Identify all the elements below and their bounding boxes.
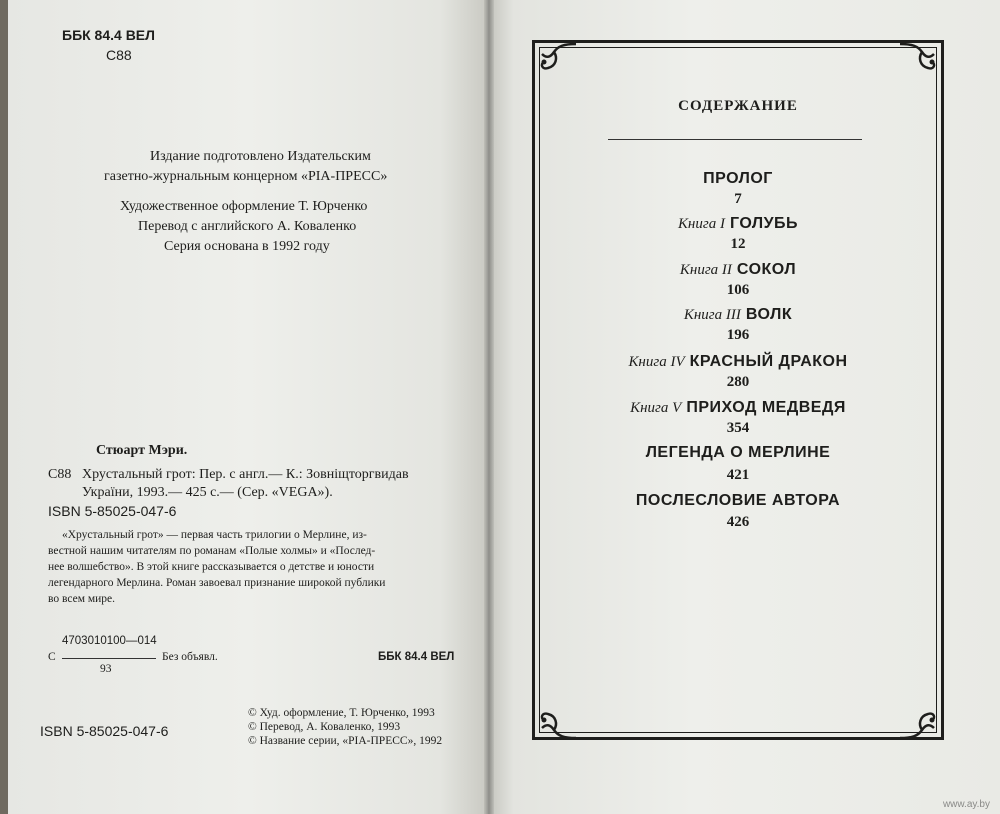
toc-entry-page: 426 [726, 514, 750, 530]
toc-entry-title: Книга IV КРАСНЫЙ ДРАКОН [628, 353, 848, 370]
series-founded: Серия основана в 1992 году [164, 239, 330, 254]
toc-title: СОДЕРЖАНИЕ [678, 98, 798, 114]
toc-entry-title: ЛЕГЕНДА О МЕРЛИНЕ [645, 444, 831, 461]
ornament-corner-icon [896, 700, 940, 744]
toc-entry-page: 354 [726, 420, 750, 436]
watermark: www.ay.by [942, 799, 990, 810]
toc-entry-page: 12 [730, 236, 746, 252]
toc-entry-title: Книга III ВОЛК [683, 306, 793, 323]
edition-line-2: газетно-журнальным концерном «РІА-ПРЕСС» [104, 169, 388, 184]
edition-line-1: Издание подготовлено Издательским [150, 149, 371, 164]
toc-entry-title: Книга II СОКОЛ [679, 261, 797, 278]
toc-divider [608, 139, 862, 140]
bbk-code-bottom: ББК 84.4 ВЕЛ [378, 651, 455, 663]
toc-entry-title: Книга I ГОЛУБЬ [677, 215, 799, 232]
toc-entry-page: 421 [726, 467, 750, 483]
index-number: 4703010100—014 [62, 635, 157, 647]
abstract-line-5: во всем мире. [48, 593, 116, 605]
toc-entry-page: 196 [726, 327, 750, 343]
book-gutter [484, 0, 494, 814]
toc-entry-page: 106 [726, 282, 750, 298]
author-name: Стюарт Мэри. [96, 443, 188, 458]
copyright-line-1: © Худ. оформление, Т. Юрченко, 1993 [248, 707, 435, 719]
abstract-line-3: нее волшебство». В этой книге рассказывается о детстве и юности [48, 561, 375, 573]
left-page [8, 0, 488, 814]
ornament-corner-icon [536, 700, 580, 744]
index-fraction-line [62, 658, 156, 659]
isbn-bottom: ISBN 5-85025-047-6 [40, 723, 169, 739]
biblio-line-1: Хрустальный грот: Пер. с англ.— К.: Зовніщторгвидав [82, 467, 409, 482]
toc-entry-page: 280 [726, 374, 750, 390]
copyright-line-3: © Название серии, «РІА-ПРЕСС», 1992 [248, 735, 443, 747]
biblio-line-2: України, 1993.— 425 с.— (Сер. «VEGA»). [82, 485, 333, 500]
toc-entry-title: ПРОЛОГ [703, 170, 773, 187]
abstract-line-4: легендарного Мерлина. Роман завоевал признание широкой публики [48, 577, 386, 589]
toc-entry-page: 7 [734, 191, 742, 207]
copyright-line-2: © Перевод, А. Коваленко, 1993 [248, 721, 401, 733]
art-design-credit: Художественное оформление Т. Юрченко [120, 199, 368, 214]
translation-credit: Перевод с английского А. Коваленко [138, 219, 357, 234]
toc-frame [532, 40, 944, 740]
toc-entry-title: ПОСЛЕСЛОВИЕ АВТОРА [635, 492, 841, 509]
ornament-corner-icon [896, 38, 940, 82]
toc-entry-title: Книга V ПРИХОД МЕДВЕДЯ [630, 399, 846, 416]
no-advertisement: Без объявл. [162, 651, 218, 663]
isbn-middle: ISBN 5-85025-047-6 [48, 503, 177, 519]
author-code-top: С88 [106, 47, 132, 63]
ornament-corner-icon [536, 38, 580, 82]
abstract-line-2: вестной нашим читателям по романам «Полые холмы» и «Послед- [48, 545, 376, 557]
index-denominator: 93 [100, 663, 112, 675]
abstract-line-1: «Хрустальный грот» — первая часть трилогии о Мерлине, из- [62, 529, 367, 541]
bbk-code-top: ББК 84.4 ВЕЛ [62, 27, 155, 43]
biblio-code: С88 [48, 467, 72, 482]
index-letter: С [48, 651, 56, 663]
